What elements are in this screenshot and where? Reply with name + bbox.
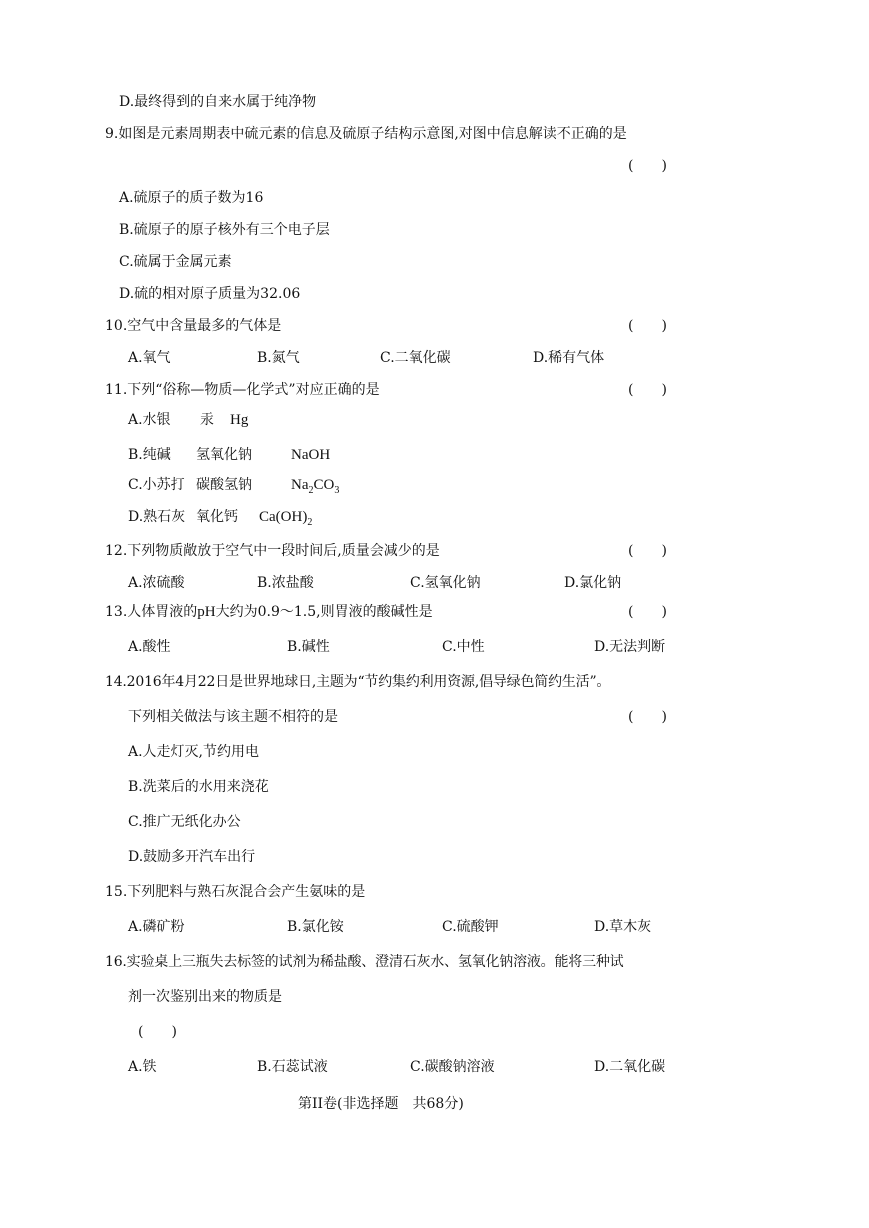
q8-option-d: D.最终得到的自来水属于纯净物 (119, 94, 317, 110)
q13-option-b: B.碱性 (287, 639, 330, 655)
q12-answer-paren: ( ) (628, 543, 667, 559)
q11-option-b-substance: 氢氧化钠 (196, 447, 252, 463)
q11-option-c-substance: 碳酸氢钠 (196, 477, 252, 493)
q12-option-b: B.浓盐酸 (257, 575, 314, 591)
q13-option-c: C.中性 (442, 639, 485, 655)
q12-option-a: A.浓硫酸 (128, 575, 185, 591)
q13-option-d: D.无法判断 (594, 639, 666, 655)
q11-option-d-formula: $Ca(OH)_2$ (259, 509, 313, 528)
q14-option-a: A.人走灯灭,节约用电 (128, 744, 260, 760)
q15-option-d: D.草木灰 (594, 919, 652, 935)
q9-option-d: D.硫的相对原子质量为32.06 (119, 286, 301, 302)
q15-option-c: C.硫酸钾 (442, 919, 499, 935)
q9-option-b: B.硫原子的原子核外有三个电子层 (119, 222, 330, 238)
q11-option-d-substance: 氧化钙 (196, 509, 238, 525)
q16-answer-paren: ( ) (138, 1024, 177, 1040)
q9-answer-paren: ( ) (628, 158, 667, 174)
q14-answer-paren: ( ) (628, 709, 667, 725)
q10-option-c: C.二氧化碳 (380, 350, 451, 366)
q16-option-c: C.碳酸钠溶液 (410, 1059, 495, 1075)
q16-stem-line2: 剂一次鉴别出来的物质是 (128, 989, 282, 1005)
q10-option-a: A.氧气 (128, 350, 171, 366)
q14-option-b: B.洗菜后的水用来浇花 (128, 779, 269, 795)
q12-option-d: D.氯化钠 (564, 575, 622, 591)
q11-option-c (128, 475, 340, 496)
q13-answer-paren: ( ) (628, 604, 667, 620)
q10-stem: 10.空气中含量最多的气体是 (105, 318, 282, 334)
q15-option-a: A.磷矿粉 (128, 919, 185, 935)
q10-answer-paren: ( ) (628, 318, 667, 334)
q14-stem-line2: 下列相关做法与该主题不相符的是 (128, 709, 338, 725)
q11-option-b (128, 445, 331, 465)
q11-option-a (128, 410, 249, 430)
q9-stem: 9.如图是元素周期表中硫元素的信息及硫原子结构示意图,对图中信息解读不正确的是 (105, 126, 627, 142)
q13-stem: 13.人体胃液的pH大约为0.9～1.5,则胃液的酸碱性是 (105, 604, 433, 620)
q12-option-c: C.氢氧化钠 (410, 575, 481, 591)
q11-option-d (128, 507, 313, 528)
q10-option-b: B.氮气 (257, 350, 300, 366)
q15-stem: 15.下列肥料与熟石灰混合会产生氨味的是 (105, 884, 366, 900)
q16-option-b: B.石蕊试液 (257, 1059, 328, 1075)
q16-option-d: D.二氧化碳 (594, 1059, 666, 1075)
q11-option-b-label: B.纯碱 (128, 447, 171, 463)
q15-option-b: B.氯化铵 (287, 919, 344, 935)
q11-option-d-label: D.熟石灰 (128, 509, 186, 525)
q11-option-a-label: A.水银 (128, 412, 171, 428)
q14-option-d: D.鼓励多开汽车出行 (128, 849, 256, 865)
q11-stem: 11.下列“俗称—物质—化学式”对应正确的是 (105, 382, 380, 398)
q9-option-a: A.硫原子的质子数为16 (119, 190, 264, 206)
q16-stem-line1: 16.实验桌上三瓶失去标签的试剂为稀盐酸、澄清石灰水、氢氧化钠溶液。能将三种试 (105, 954, 624, 970)
q12-stem: 12.下列物质敞放于空气中一段时间后,质量会减少的是 (105, 543, 440, 559)
section-2-title: 第II卷(非选择题 共68分) (298, 1096, 464, 1112)
q16-option-a: A.铁 (128, 1059, 157, 1075)
q11-option-a-formula: Hg (230, 412, 249, 428)
q11-option-a-substance: 汞 (200, 412, 214, 428)
q11-option-c-formula: $Na_2CO_3$ (291, 477, 340, 496)
q11-option-b-formula: NaOH (291, 447, 331, 463)
q14-stem-line1: 14.2016年4月22日是世界地球日,主题为“节约集约利用资源,倡导绿色简约生活”。 (105, 674, 611, 690)
q13-option-a: A.酸性 (128, 639, 171, 655)
q11-answer-paren: ( ) (628, 382, 667, 398)
q11-option-c-label: C.小苏打 (128, 477, 185, 493)
q10-option-d: D.稀有气体 (533, 350, 605, 366)
q14-option-c: C.推广无纸化办公 (128, 814, 241, 830)
q9-option-c: C.硫属于金属元素 (119, 254, 232, 270)
